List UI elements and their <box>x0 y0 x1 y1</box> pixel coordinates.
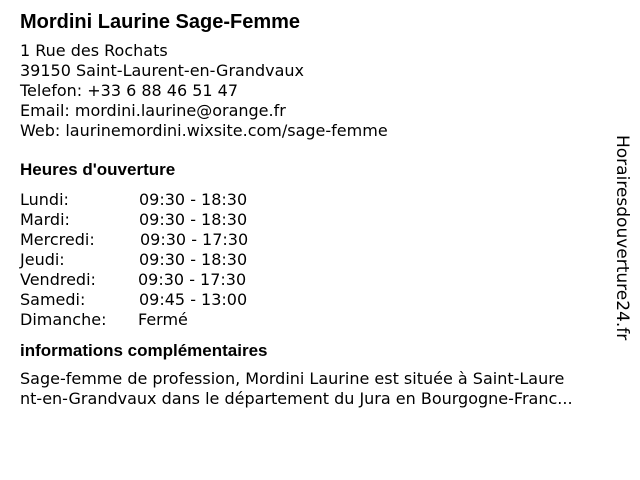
day-label: Jeudi: <box>20 250 65 269</box>
time-range: Fermé <box>138 310 188 329</box>
time-range: 09:30 - 17:30 <box>140 230 249 249</box>
hours-row-tuesday <box>20 210 620 230</box>
opening-hours-heading: Heures d'ouverture <box>20 160 176 179</box>
hours-row-monday <box>20 190 620 210</box>
business-card <box>20 10 620 409</box>
day-label: Mardi: <box>20 210 70 229</box>
hours-row-sunday <box>20 310 620 330</box>
site-watermark: Horairesdouverture24.fr <box>612 135 632 341</box>
website-line: Web: laurinemordini.wixsite.com/sage-femme <box>20 121 388 140</box>
email-line: Email: mordini.laurine@orange.fr <box>20 101 286 120</box>
description-line-2: nt-en-Grandvaux dans le département du Jura en Bourgogne-Franc... <box>20 389 573 408</box>
time-range: 09:30 - 18:30 <box>139 210 248 229</box>
time-range: 09:30 - 18:30 <box>139 190 248 209</box>
hours-row-thursday <box>20 250 620 270</box>
day-label: Samedi: <box>20 290 86 309</box>
postal-city: 39150 Saint-Laurent-en-Grandvaux <box>20 61 304 80</box>
day-label: Dimanche: <box>20 310 107 329</box>
day-label: Vendredi: <box>20 270 96 289</box>
day-label: Mercredi: <box>20 230 95 249</box>
time-range: 09:45 - 13:00 <box>139 290 248 309</box>
hours-row-wednesday <box>20 230 620 250</box>
description-line-1: Sage-femme de profession, Mordini Laurine est située à Saint-Laure <box>20 369 565 388</box>
hours-row-saturday <box>20 290 620 310</box>
additional-info-heading: informations complémentaires <box>20 341 268 360</box>
street-address: 1 Rue des Rochats <box>20 41 168 60</box>
time-range: 09:30 - 17:30 <box>138 270 247 289</box>
time-range: 09:30 - 18:30 <box>139 250 248 269</box>
hours-row-friday <box>20 270 620 290</box>
phone-line: Telefon: +33 6 88 46 51 47 <box>20 81 239 100</box>
business-name: Mordini Laurine Sage-Femme <box>20 11 301 33</box>
day-label: Lundi: <box>20 190 69 209</box>
